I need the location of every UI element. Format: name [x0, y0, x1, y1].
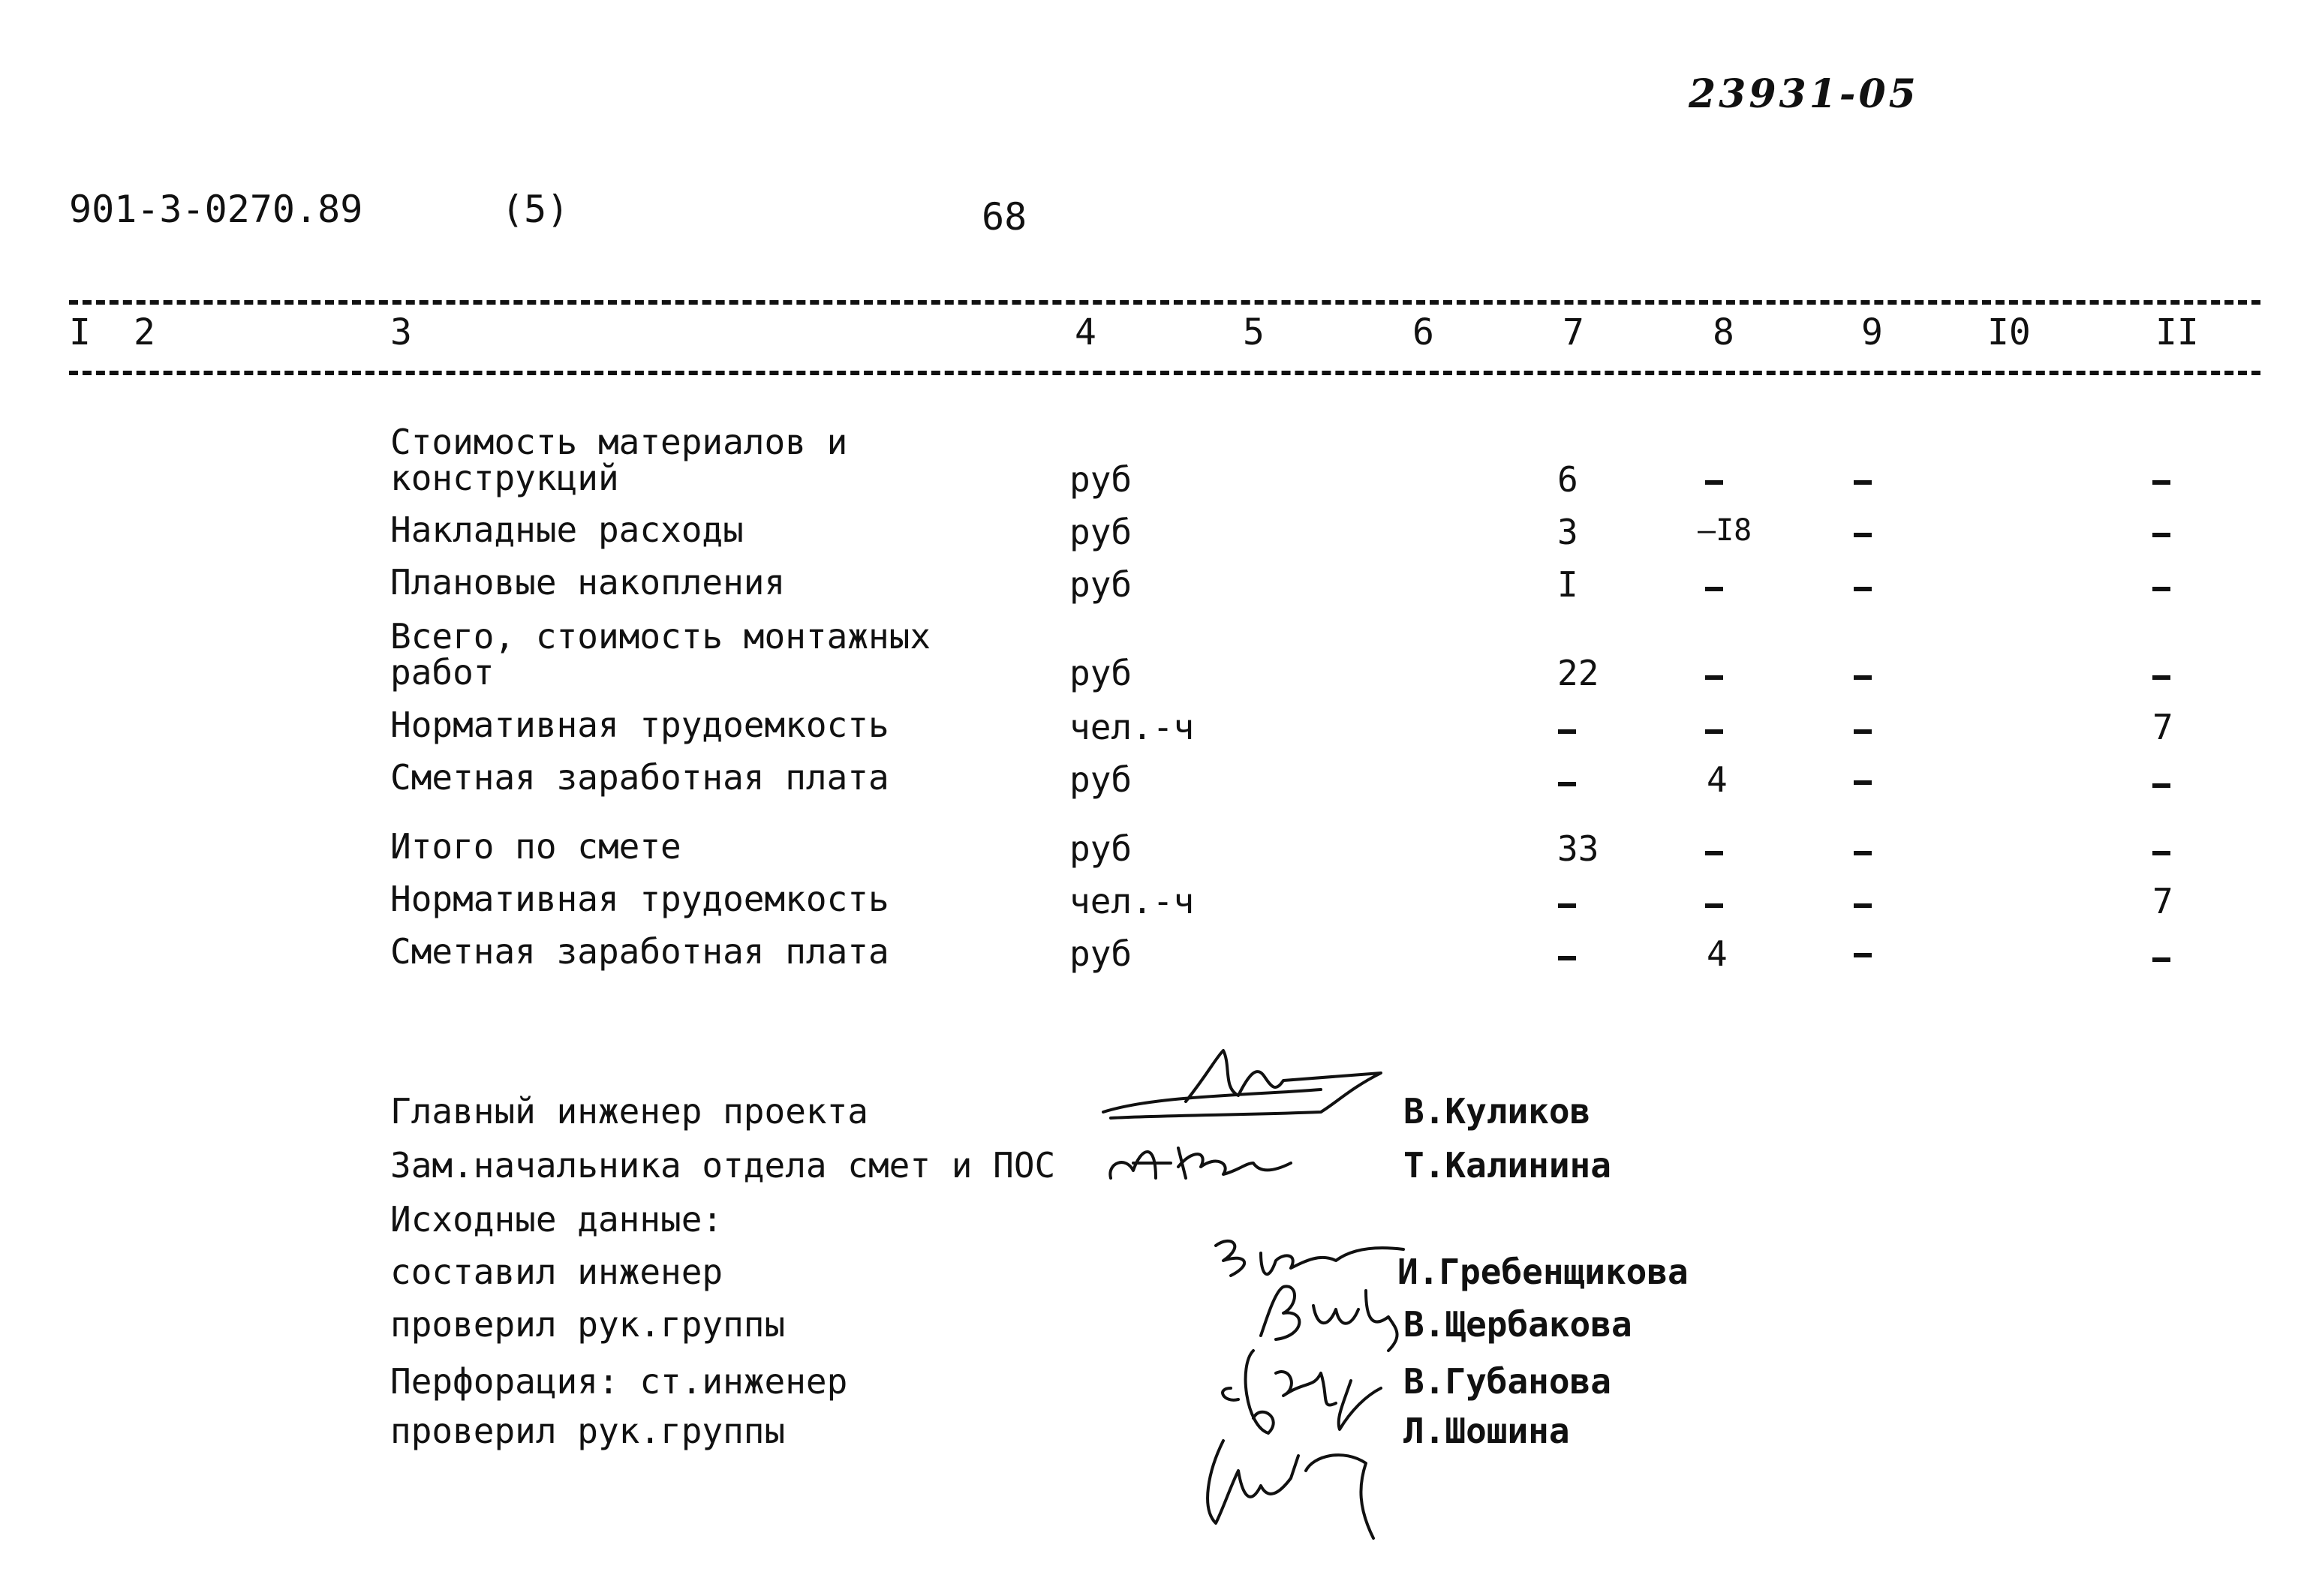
- col7-dash: [1558, 729, 1576, 734]
- row-label: Нормативная трудоемкость: [390, 705, 889, 745]
- row-label: Всего, стоимость монтажных работ: [390, 616, 931, 693]
- column-number: 5: [1243, 311, 1265, 353]
- col11-dash: [2152, 533, 2170, 537]
- row-label: Сметная заработная плата: [390, 757, 889, 798]
- document-code: 901-3-0270.89: [69, 188, 363, 231]
- row-label: Итого по смете: [390, 826, 681, 867]
- perforation-name: В.Губанова: [1403, 1361, 1611, 1402]
- row-unit: руб: [1069, 828, 1132, 869]
- row-col8: 4: [1707, 759, 1728, 800]
- column-number: I0: [1987, 311, 2031, 353]
- col11-dash: [2152, 587, 2170, 591]
- document-stamp-number: 23931-05: [1689, 71, 1919, 117]
- col9-dash: [1854, 729, 1872, 734]
- row-unit: руб: [1069, 564, 1132, 605]
- col9-dash: [1854, 533, 1872, 537]
- source-data-label: Исходные данные:: [390, 1199, 723, 1240]
- row-label: Накладные расходы: [390, 509, 744, 550]
- signature-deputy-icon: [1103, 1133, 1306, 1193]
- row-col7: 22: [1557, 653, 1599, 693]
- checked2-name: Л.Шошина: [1403, 1411, 1570, 1451]
- row-unit: руб: [1069, 512, 1132, 552]
- checked-label: проверил рук.группы: [390, 1304, 786, 1345]
- col9-dash: [1854, 587, 1872, 591]
- row-unit: руб: [1069, 459, 1132, 500]
- row-col7: 3: [1557, 512, 1578, 552]
- row-unit: руб: [1069, 653, 1132, 693]
- col11-dash: [2152, 783, 2170, 788]
- column-number: 7: [1563, 311, 1584, 353]
- header-rule-top: [69, 300, 2260, 305]
- column-number: 9: [1861, 311, 1883, 353]
- compiled-label: составил инженер: [390, 1252, 723, 1292]
- col9-dash: [1854, 675, 1872, 680]
- row-col7: I: [1557, 564, 1578, 605]
- page-number: 68: [982, 195, 1027, 239]
- column-number: 6: [1412, 311, 1434, 353]
- column-number: II: [2155, 311, 2199, 353]
- row-col7: 33: [1557, 828, 1599, 869]
- perforation-label: Перфорация: ст.инженер: [390, 1361, 848, 1402]
- row-label: Стоимость материалов и конструкций: [390, 422, 848, 498]
- col7-dash: [1558, 956, 1576, 960]
- checked-name: В.Щербакова: [1403, 1304, 1632, 1345]
- row-col11: 7: [2152, 881, 2173, 921]
- col11-dash: [2152, 675, 2170, 680]
- row-col8: 4: [1707, 933, 1728, 974]
- col9-dash: [1854, 851, 1872, 855]
- row-col11: 7: [2152, 707, 2173, 747]
- deputy-label: Зам.начальника отдела смет и ПОС: [390, 1145, 1056, 1186]
- column-number: 4: [1075, 311, 1096, 353]
- col8-dash: [1705, 729, 1723, 734]
- column-number: 3: [390, 311, 412, 353]
- deputy-name: Т.Калинина: [1403, 1145, 1611, 1186]
- signature-perforation-icon: [1208, 1336, 1388, 1441]
- header-rule-bottom: [69, 371, 2260, 375]
- row-unit: руб: [1069, 759, 1132, 800]
- column-number: 8: [1713, 311, 1734, 353]
- signature-checked2-icon: [1193, 1426, 1388, 1538]
- col9-dash: [1854, 953, 1872, 957]
- column-number: I: [69, 311, 91, 353]
- compiled-name: И.Гребенщикова: [1397, 1252, 1689, 1292]
- chief-engineer-label: Главный инженер проекта: [390, 1091, 868, 1132]
- row-unit: чел.-ч: [1069, 881, 1195, 921]
- row-col7: 6: [1557, 459, 1578, 500]
- col11-dash: [2152, 957, 2170, 962]
- col9-dash: [1854, 903, 1872, 908]
- signature-chief-engineer-icon: [1096, 1043, 1388, 1133]
- col7-dash: [1558, 903, 1576, 908]
- col9-dash: [1854, 780, 1872, 785]
- row-col8: –I8: [1698, 513, 1752, 548]
- col11-dash: [2152, 480, 2170, 485]
- col8-dash: [1705, 903, 1723, 908]
- col8-dash: [1705, 675, 1723, 680]
- column-number: 2: [134, 311, 155, 353]
- chief-engineer-name: В.Куликов: [1403, 1091, 1591, 1132]
- row-unit: чел.-ч: [1069, 707, 1195, 747]
- col11-dash: [2152, 851, 2170, 855]
- row-label: Сметная заработная плата: [390, 931, 889, 972]
- col7-dash: [1558, 782, 1576, 786]
- row-label: Нормативная трудоемкость: [390, 879, 889, 919]
- row-unit: руб: [1069, 933, 1132, 974]
- col9-dash: [1854, 480, 1872, 485]
- col8-dash: [1705, 851, 1723, 855]
- checked2-label: проверил рук.группы: [390, 1411, 786, 1451]
- row-label: Плановые накопления: [390, 562, 786, 603]
- col8-dash: [1705, 587, 1723, 591]
- document-part: (5): [501, 188, 570, 231]
- col8-dash: [1705, 480, 1723, 485]
